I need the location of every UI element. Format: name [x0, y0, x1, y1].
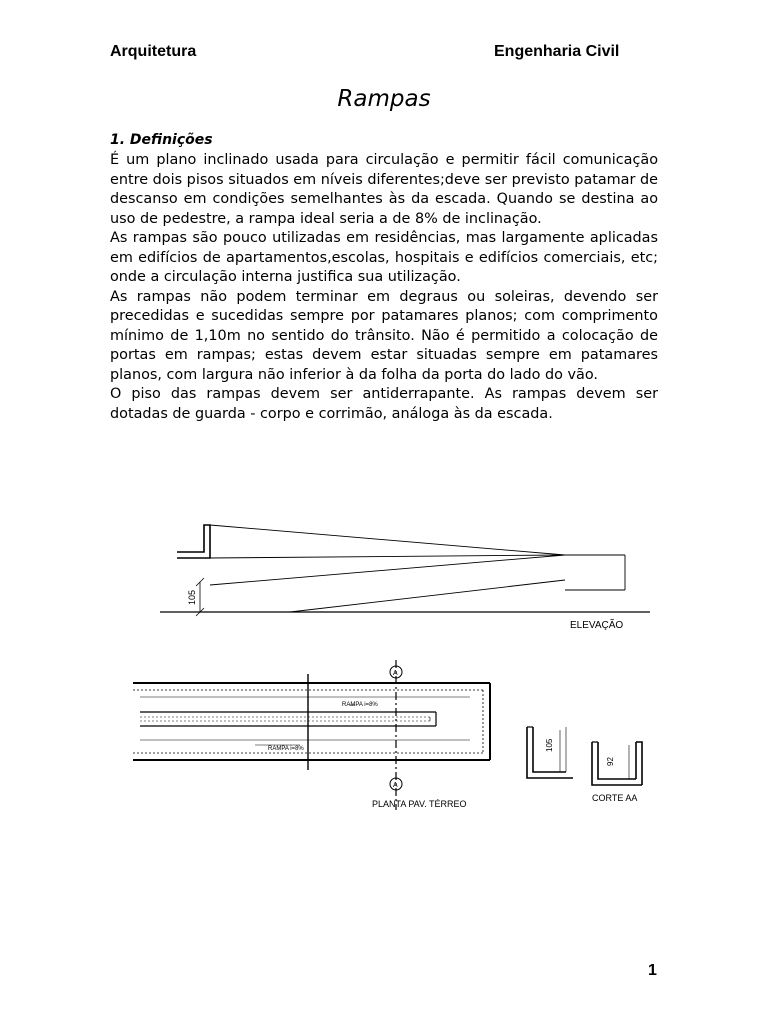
header-right: Engenharia Civil [494, 43, 620, 60]
section-label: CORTE AA [592, 793, 638, 803]
paragraph: É um plano inclinado usada para circulação e permitir fácil comunicação entre dois pisos situados em níveis diferentes;deve ser previsto patamar de descanso em condições semelhantes às da escada. Quando se destina ao uso de pedestre, a rampa ideal seria a de 8% de inclinação. [110, 152, 658, 227]
page-number: 1 [648, 962, 657, 979]
plan-label: PLANTA PAV. TÉRREO [372, 799, 467, 809]
plan-drawing [133, 660, 490, 810]
section-dim-left: 105 [545, 738, 554, 752]
ramp-label-lower: RAMPA i=8% [268, 746, 304, 752]
section-mark-top: A [393, 670, 398, 677]
section-heading: 1. Definições [110, 132, 213, 148]
ramp-edge [210, 555, 565, 585]
paragraph: As rampas não podem terminar em degraus ou soleiras, devendo ser precedidas e sucedidas sempre por patamares planos; com comprimento mínimo de 1,10m no sentido do trânsito. Não é permitido a colocação de portas em rampas; estas devem estar situadas sempre em patamares planos, com largura não inferior à da folha da porta do lado do vão. [110, 288, 658, 383]
elevation-drawing [160, 525, 650, 616]
ramp-edge [210, 555, 565, 558]
elevation-label: ELEVAÇÃO [570, 620, 624, 631]
header-left: Arquitetura [110, 43, 197, 60]
section-mark-bottom: A [393, 782, 398, 789]
ramp-upper-edge [210, 525, 565, 555]
paragraph: As rampas são pouco utilizadas em residências, mas largamente aplicadas em edifícios de apartamentos,escolas, hospitais e edifícios comerciais, etc; onde a circulação interna justifica sua utilização. [110, 230, 658, 285]
section-drawing [527, 727, 642, 785]
ramp-label-upper: RAMPA i=8% [342, 702, 378, 708]
section-dim-right: 92 [606, 757, 615, 766]
paragraph: O piso das rampas devem ser antiderrapante. As rampas devem ser dotadas de guarda - corpo e corrimão, análoga às da escada. [110, 386, 658, 422]
ramp-edge [290, 580, 565, 612]
upper-landing [177, 525, 210, 558]
elevation-dim-label: 105 [187, 589, 197, 605]
page-title: Rampas [337, 86, 431, 112]
